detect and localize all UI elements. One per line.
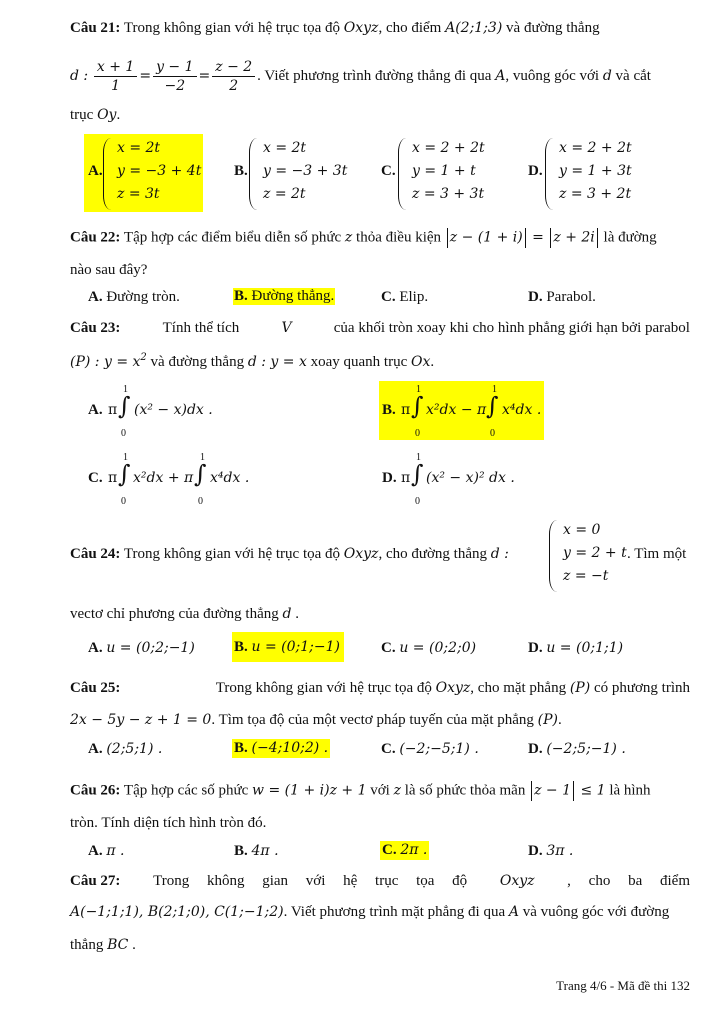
q25-option-b[interactable]: B. (−4;10;2) . (234, 740, 329, 756)
q26-line1: Câu 26: Tập hợp các số phức w = (1 + i)z + 1 với z là số phức thỏa mãn z − 1 ≤ 1 là hình (70, 781, 651, 801)
q24-option-d[interactable]: D. u = (0;1;1) (528, 640, 624, 656)
q26-option-a[interactable]: A. π . (88, 843, 125, 859)
q22-line2: nào sau đây? (70, 262, 148, 278)
q25-option-c[interactable]: C. (−2;−5;1) . (381, 741, 479, 757)
q27-line1: Câu 27: Trong không gian với hệ trục tọa độ Oxyz , cho ba điểm (70, 873, 690, 889)
q21-option-a-label[interactable]: A. (88, 163, 103, 179)
q22-option-d[interactable]: D. Parabol. (528, 289, 596, 305)
frac-2: $\frac{y - 1}{-2}$ (153, 58, 196, 95)
q22-option-b[interactable]: B. Đường thẳng. (234, 288, 335, 304)
q24-label: Câu 24: (70, 546, 121, 562)
q23-label: Câu 23: (70, 320, 121, 336)
q27-line2: A(−1;1;1), B(2;1;0), C(1;−1;2). Viết phương trình mặt phẳng đi qua A và vuông góc với đường (70, 904, 670, 920)
q23-line1: Câu 23: Tính thể tích V của khối tròn xoay khi cho hình phẳng giới hạn bởi parabol (70, 320, 690, 336)
q21-option-d-system: x = 2 + 2t y = 1 + 3t z = 3 + 2t (545, 138, 645, 210)
q26-label: Câu 26: (70, 782, 121, 799)
q23-option-d[interactable]: D. π ∫ 1 0 (x² − x)² dx . (382, 452, 515, 507)
q26-option-c[interactable]: C. 2π . (382, 842, 428, 858)
q21-line1: Câu 21: Trong không gian với hệ trục tọa độ Oxyz, cho điểm A(2;1;3) và đường thẳng (70, 20, 600, 36)
q24-option-c[interactable]: C. u = (0;2;0) (381, 640, 477, 656)
q21-option-c-system: x = 2 + 2t y = 1 + t z = 3 + 3t (398, 138, 498, 210)
q27-line3: thẳng BC . (70, 937, 136, 953)
q27-label: Câu 27: (70, 873, 121, 889)
q21-option-b-label[interactable]: B. (234, 163, 248, 179)
q24-option-a[interactable]: A. u = (0;2;−1) (88, 640, 195, 656)
frac-1: $\frac{x + 1}{1}$ (94, 58, 137, 95)
q21-option-a-system: x = 2t y = −3 + 4t z = 3t (103, 138, 203, 210)
frac-3: $\frac{z - 2}{2}$ (212, 58, 255, 95)
q22-label: Câu 22: (70, 229, 121, 246)
q21-option-d-label[interactable]: D. (528, 163, 543, 179)
q24-line1: Câu 24: Trong không gian với hệ trục tọa độ Oxyz, cho đường thẳng d : (70, 546, 509, 562)
q23-option-b[interactable]: B. π ∫ 1 0 x²dx − π ∫ 1 0 x⁴dx . (382, 384, 542, 439)
q22-option-c[interactable]: C. Elip. (381, 289, 429, 305)
q23-option-c[interactable]: C. π ∫ 1 0 x²dx + π ∫ 1 0 x⁴dx . (88, 452, 250, 507)
q25-label: Câu 25: (70, 680, 121, 696)
q21-option-c-label[interactable]: C. (381, 163, 396, 179)
q21-option-b-system: x = 2t y = −3 + 3t z = 2t (249, 138, 349, 210)
q22-option-a[interactable]: A. Đường tròn. (88, 289, 180, 305)
q21-line3: trục Oy. (70, 107, 121, 123)
q22-line1: Câu 22: Tập hợp các điểm biểu diễn số phức z thỏa điều kiện z − (1 + i) = z + 2i là đường (70, 228, 657, 248)
q24-line1-end: . Tìm một (627, 546, 687, 562)
q21-line2: d : $\frac{x + 1}{1}$ = $\frac{y - 1}{-2}$ = $\frac{z - 2}{2}$ . Viết phương trình đường thẳng đi qua A, vuông góc với d và cắt (70, 59, 651, 94)
q26-option-b[interactable]: B. 4π . (234, 843, 279, 859)
q23-line2: (P) : $y = x^2$ và đường thẳng d : y = x xoay quanh trục Ox. (70, 352, 435, 370)
q24-line2: vectơ chỉ phương của đường thẳng d . (70, 606, 299, 622)
q25-option-a[interactable]: A. (2;5;1) . (88, 741, 163, 757)
q26-line2: tròn. Tính diện tích hình tròn đó. (70, 815, 267, 831)
q24-option-b[interactable]: B. u = (0;1;−1) (232, 632, 344, 662)
q25-option-d[interactable]: D. (−2;5;−1) . (528, 741, 626, 757)
q25-line2: 2x − 5y − z + 1 = 0. Tìm tọa độ của một vectơ pháp tuyến của mặt phẳng (P). (70, 712, 562, 728)
q25-line1: Câu 25: Trong không gian với hệ trục tọa độ Oxyz, cho mặt phẳng (P) có phương trình (70, 680, 690, 696)
page-footer: Trang 4/6 - Mã đề thi 132 (556, 978, 690, 993)
q21-label: Câu 21: (70, 20, 121, 36)
q26-option-d[interactable]: D. 3π . (528, 843, 574, 859)
q23-option-a[interactable]: A. π ∫ 1 0 (x² − x)dx . (88, 384, 213, 439)
q24-system: x = 0 y = 2 + t z = −t (549, 520, 639, 592)
